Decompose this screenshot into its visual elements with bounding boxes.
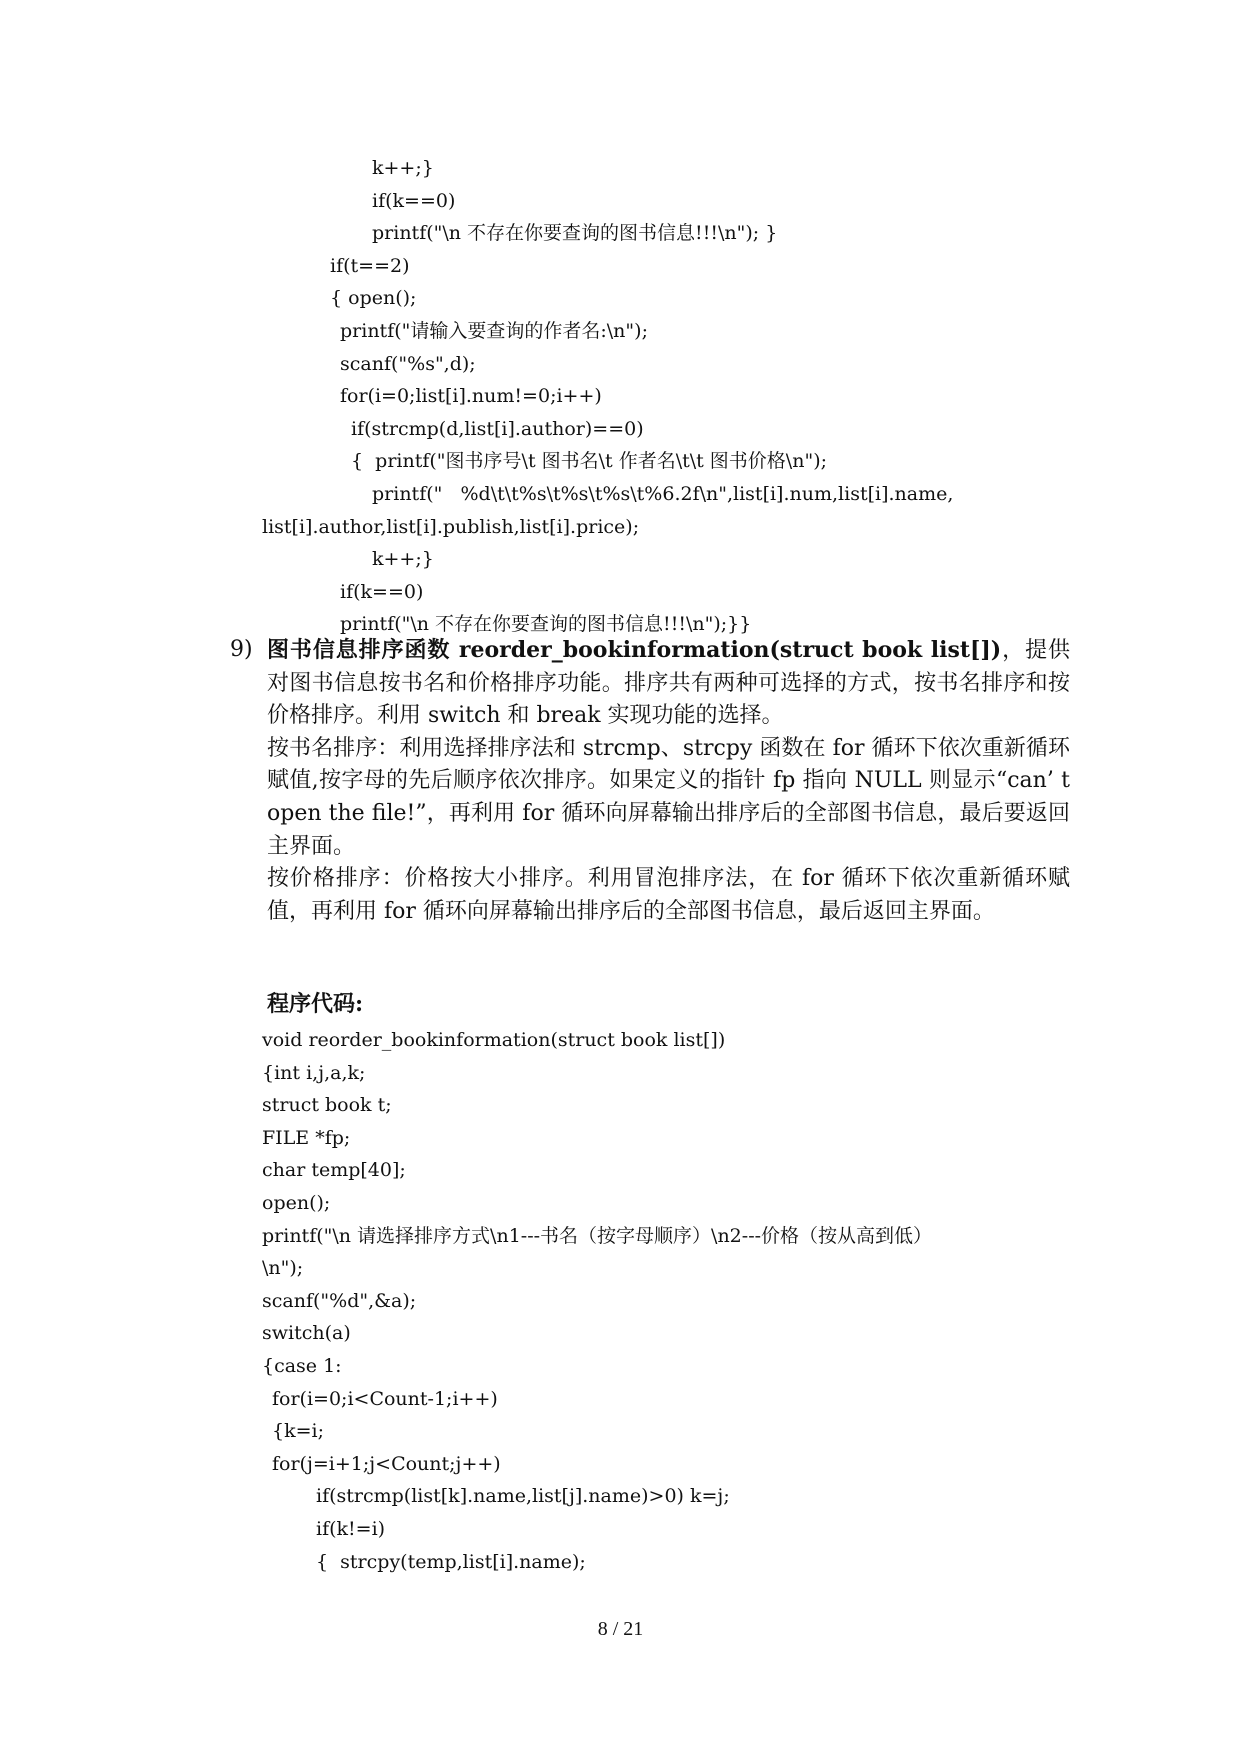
- code-line: { strcpy(temp,list[i].name);: [316, 1550, 586, 1573]
- code-line: scanf("%s",d);: [340, 352, 476, 375]
- code-line: printf("\n 不存在你要查询的图书信息!!!\n");}}: [340, 613, 752, 636]
- code-line: {case 1:: [262, 1354, 342, 1377]
- code-line: { printf("图书序号\t 图书名\t 作者名\t\t 图书价格\n");: [351, 450, 828, 473]
- page-number: 8 / 21: [597, 1618, 644, 1640]
- code-line: if(k==0): [340, 580, 424, 603]
- code-line: if(strcmp(d,list[i].author)==0): [351, 417, 644, 440]
- code-line: \n");: [262, 1257, 304, 1280]
- code-line: printf("请输入要查询的作者名:\n");: [340, 319, 648, 342]
- code-line: printf(" %d\t\t%s\t%s\t%s\t%6.2f\n",list[i].num,list[i].name,: [372, 482, 954, 505]
- code-line: printf("\n 请选择排序方式\n1---书名（按字母顺序）\n2---价格（按从高到低）: [262, 1224, 933, 1247]
- code-line: if(k!=i): [316, 1517, 386, 1540]
- code-line: void reorder_bookinformation(struct book list[]): [262, 1029, 726, 1051]
- code-line: for(i=0;i<Count-1;i++): [272, 1387, 498, 1410]
- sort-by-price-paragraph: 按价格排序：价格按大小排序。利用冒泡排序法，在 for 循环下依次重新循环赋值，再利用 for 循环向屏幕输出排序后的全部图书信息，最后返回主界面。: [267, 866, 1070, 924]
- code-line: k++;}: [372, 157, 434, 179]
- code-line: if(k==0): [372, 189, 456, 212]
- intro-text: ，提供对图书信息按书名和价格排序功能。排序共有两种可选择的方式，按书名排序和按价格排序。利用 switch 和 break 实现功能的选择。: [267, 638, 1070, 729]
- code-line: switch(a): [262, 1322, 351, 1345]
- item-body: [267, 634, 1070, 928]
- code-line: {k=i;: [272, 1420, 324, 1443]
- code-line: scanf("%d",&a);: [262, 1289, 417, 1312]
- code-block-bottom: [262, 1024, 1082, 1578]
- code-line: if(strcmp(list[k].name,list[j].name)>0) k=j;: [316, 1485, 730, 1508]
- code-line: printf("\n 不存在你要查询的图书信息!!!\n"); }: [372, 222, 778, 245]
- code-line: if(t==2): [330, 254, 410, 277]
- code-line: for(j=i+1;j<Count;j++): [272, 1452, 501, 1475]
- sort-by-name-paragraph: 按书名排序：利用选择排序法和 strcmp、strcpy 函数在 for 循环下依次重新循环赋值,按字母的先后顺序依次排序。如果定义的指针 fp 指向 NULL 则显示“can’ t open the file!”，再利用 for 循环向屏幕输出排序后的全部图书信息，最后要返回主界面。: [267, 735, 1070, 859]
- code-line: list[i].author,list[i].publish,list[i].price);: [262, 515, 640, 538]
- code-line: {int i,j,a,k;: [262, 1061, 366, 1084]
- code-line: FILE *fp;: [262, 1126, 351, 1149]
- code-line: for(i=0;list[i].num!=0;i++): [340, 385, 602, 408]
- code-line: open();: [262, 1191, 331, 1214]
- function-title: 图书信息排序函数 reorder_bookinformation(struct book list[]): [267, 637, 1002, 663]
- code-block-top: [262, 152, 1082, 641]
- code-line: char temp[40];: [262, 1159, 406, 1182]
- item-intro: [267, 634, 1070, 733]
- code-line: { open();: [330, 287, 417, 310]
- code-line: k++;}: [372, 548, 434, 571]
- code-heading: 程序代码:: [267, 991, 364, 1017]
- code-line: struct book t;: [262, 1094, 392, 1117]
- item-number: 9): [230, 637, 253, 662]
